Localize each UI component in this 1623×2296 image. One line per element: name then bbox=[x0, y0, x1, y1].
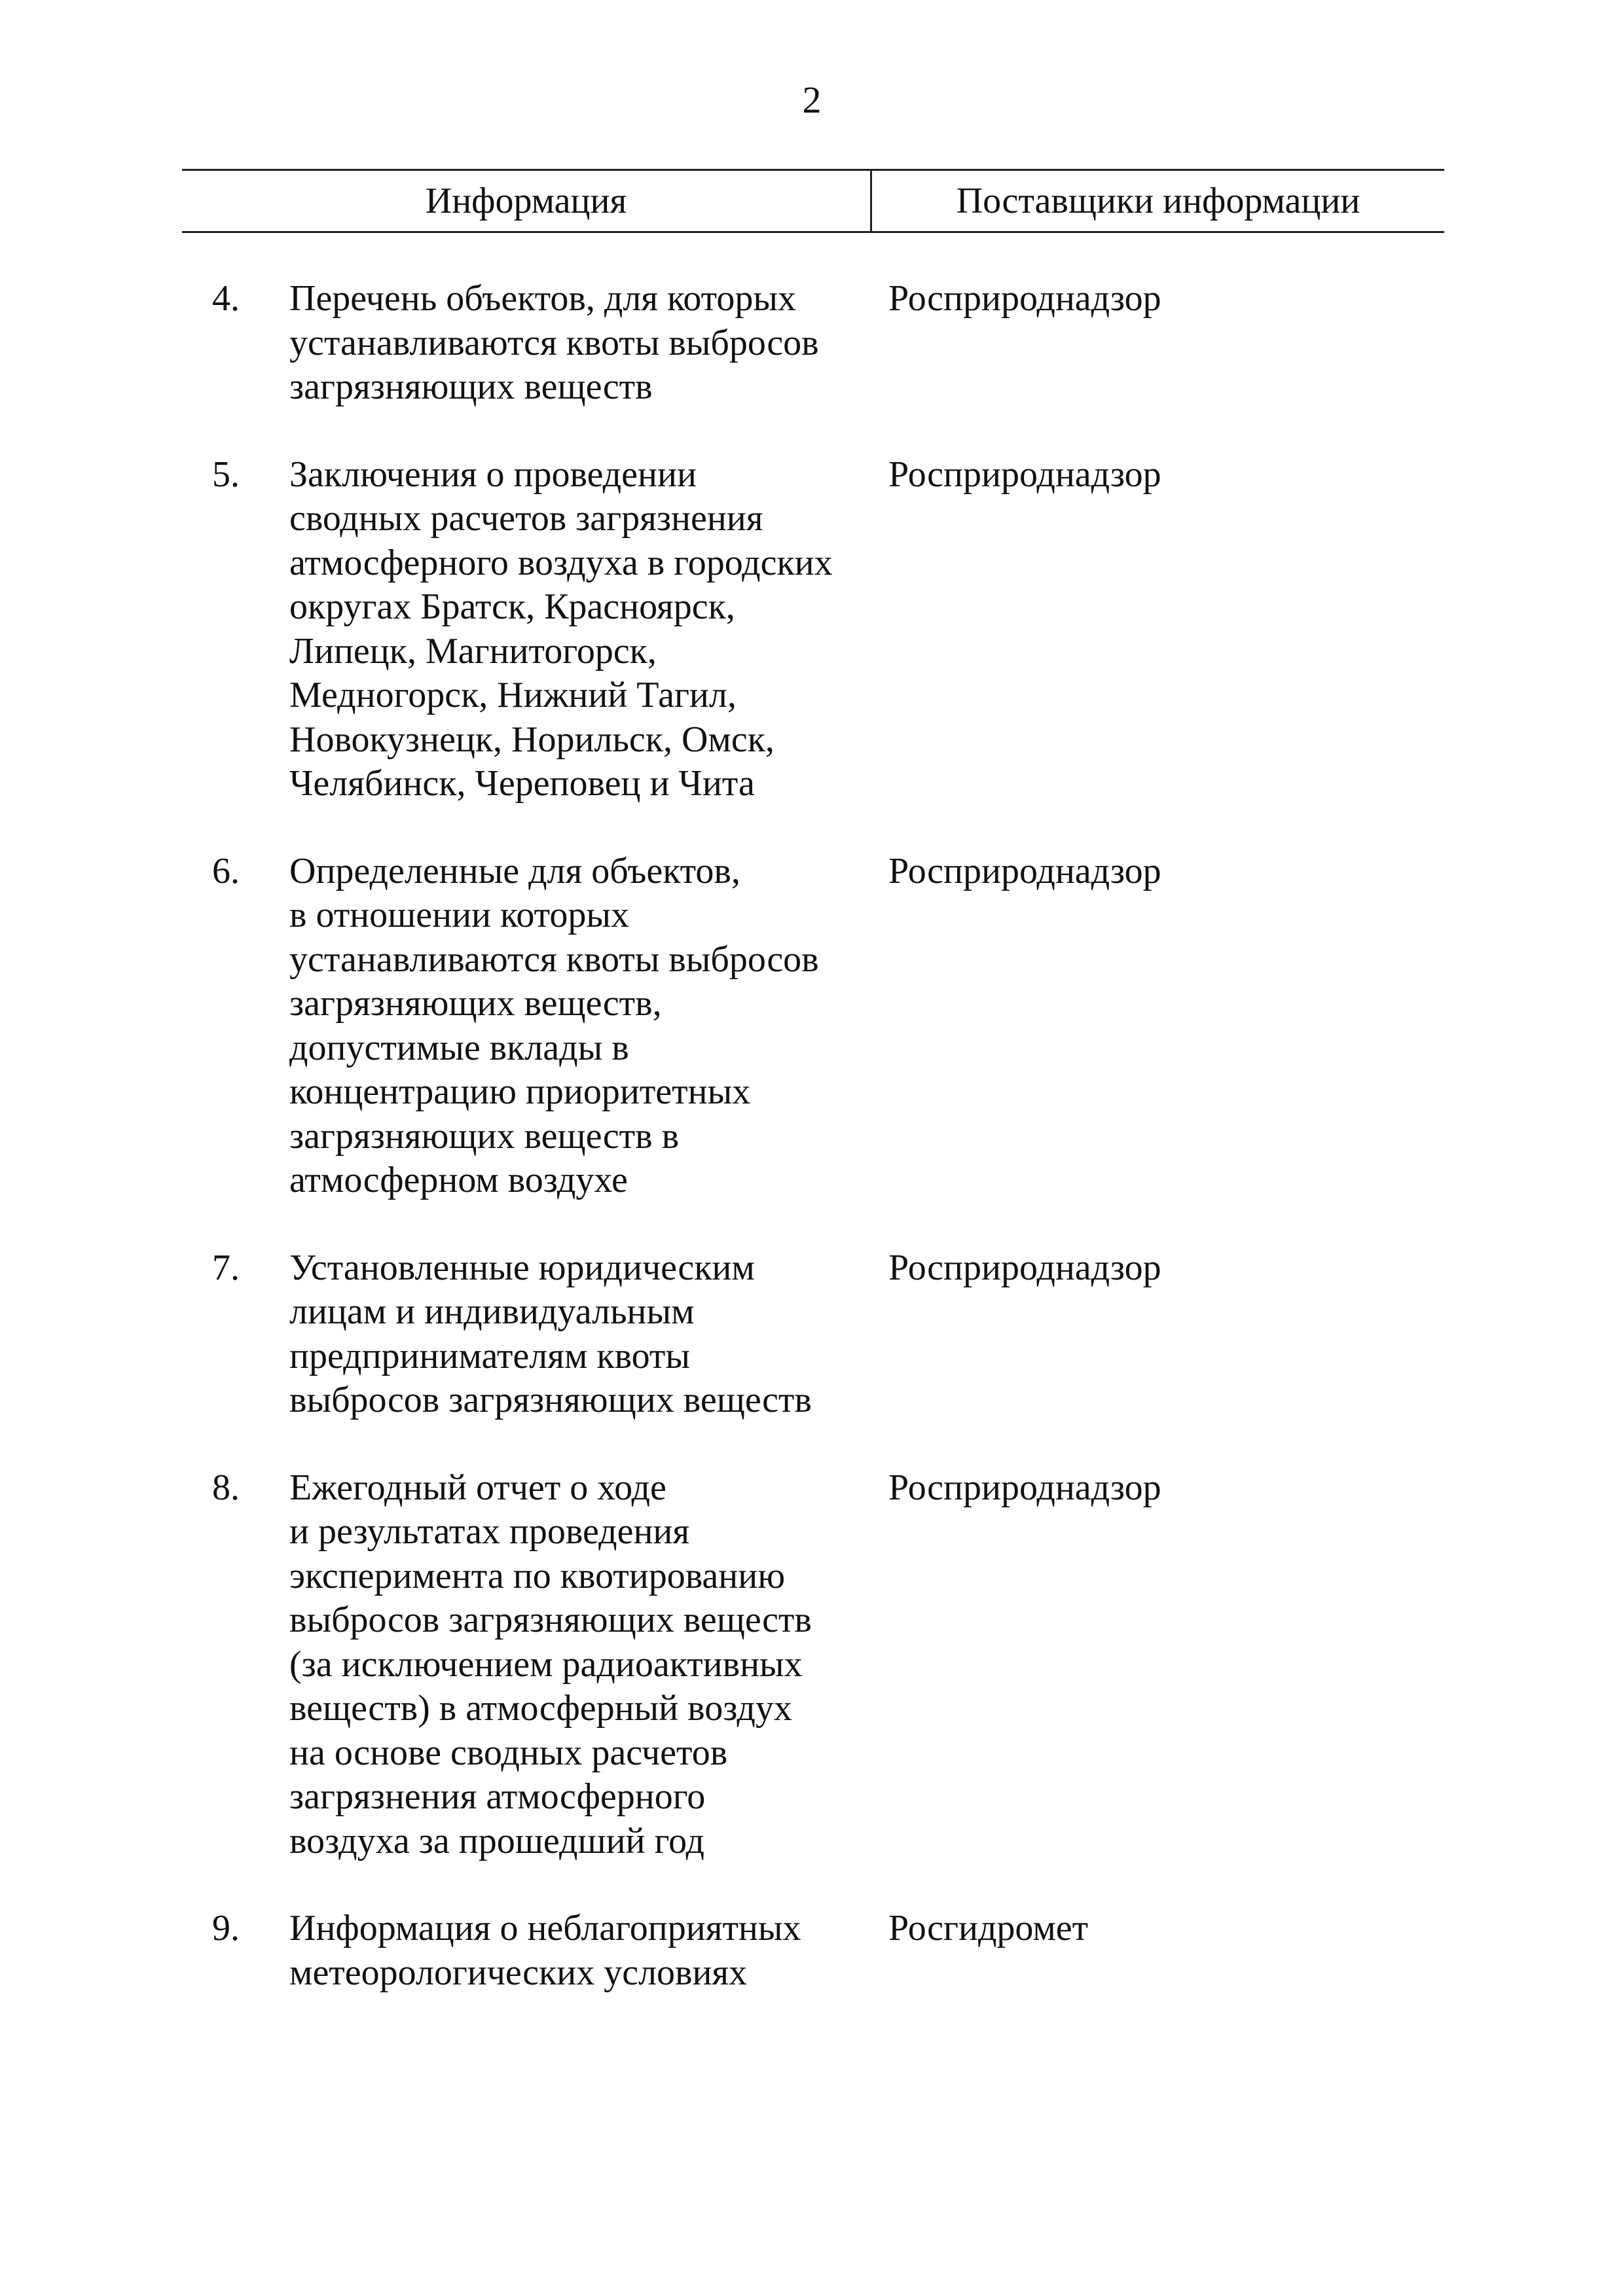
row-number: 7. bbox=[212, 1247, 240, 1288]
table-row bbox=[182, 1907, 1444, 1995]
table-header bbox=[182, 169, 1444, 233]
header-providers: Поставщики информации bbox=[956, 181, 1360, 221]
row-provider: Росгидромет bbox=[888, 1908, 1089, 1948]
row-provider: Росприроднадзор bbox=[888, 454, 1161, 495]
row-number: 6. bbox=[212, 850, 240, 891]
row-provider: Росприроднадзор bbox=[888, 1467, 1161, 1508]
row-number: 4. bbox=[212, 278, 240, 319]
row-information: Перечень объектов, для которых устанавливаются квоты выбросов загрязняющих веществ bbox=[289, 278, 819, 407]
row-number: 5. bbox=[212, 454, 240, 495]
row-information: Заключения о проведении сводных расчетов загрязнения атмосферного воздуха в городских округах Братск, Красноярск, Липецк, Магнитогорск, Медногорск, Нижний Тагил, Новокузнецк, Норильск, Омск, Челябинск, Череповец и Чита bbox=[289, 454, 833, 804]
table-row bbox=[182, 1466, 1444, 1864]
row-provider: Росприроднадзор bbox=[888, 278, 1161, 319]
row-information: Установленные юридическим лицам и индивидуальным предпринимателям квоты выбросов загрязняющих веществ bbox=[289, 1247, 812, 1420]
row-information: Информация о неблагоприятных метеорологических условиях bbox=[289, 1908, 801, 1993]
table-row bbox=[182, 277, 1444, 410]
table-row bbox=[182, 1246, 1444, 1423]
table-row bbox=[182, 850, 1444, 1203]
row-provider: Росприроднадзор bbox=[888, 1247, 1161, 1288]
table-row bbox=[182, 453, 1444, 806]
row-provider: Росприроднадзор bbox=[888, 850, 1161, 891]
page-number: 2 bbox=[802, 79, 822, 121]
row-information: Определенные для объектов, в отношении которых устанавливаются квоты выбросов загрязняющих веществ, допустимые вклады в концентрацию приоритетных загрязняющих веществ в атмосферном воздухе bbox=[289, 850, 819, 1200]
row-number: 9. bbox=[212, 1908, 240, 1948]
table-body bbox=[182, 277, 1444, 2038]
row-information: Ежегодный отчет о ходе и результатах проведения эксперимента по квотированию выбросов загрязняющих веществ (за исключением радиоактивных веществ) в атмосферный воздух на основе сводных расчетов загрязнения атмосферного воздуха за прошедший год bbox=[289, 1467, 812, 1861]
row-number: 8. bbox=[212, 1467, 240, 1508]
header-info: Информация bbox=[182, 171, 872, 231]
